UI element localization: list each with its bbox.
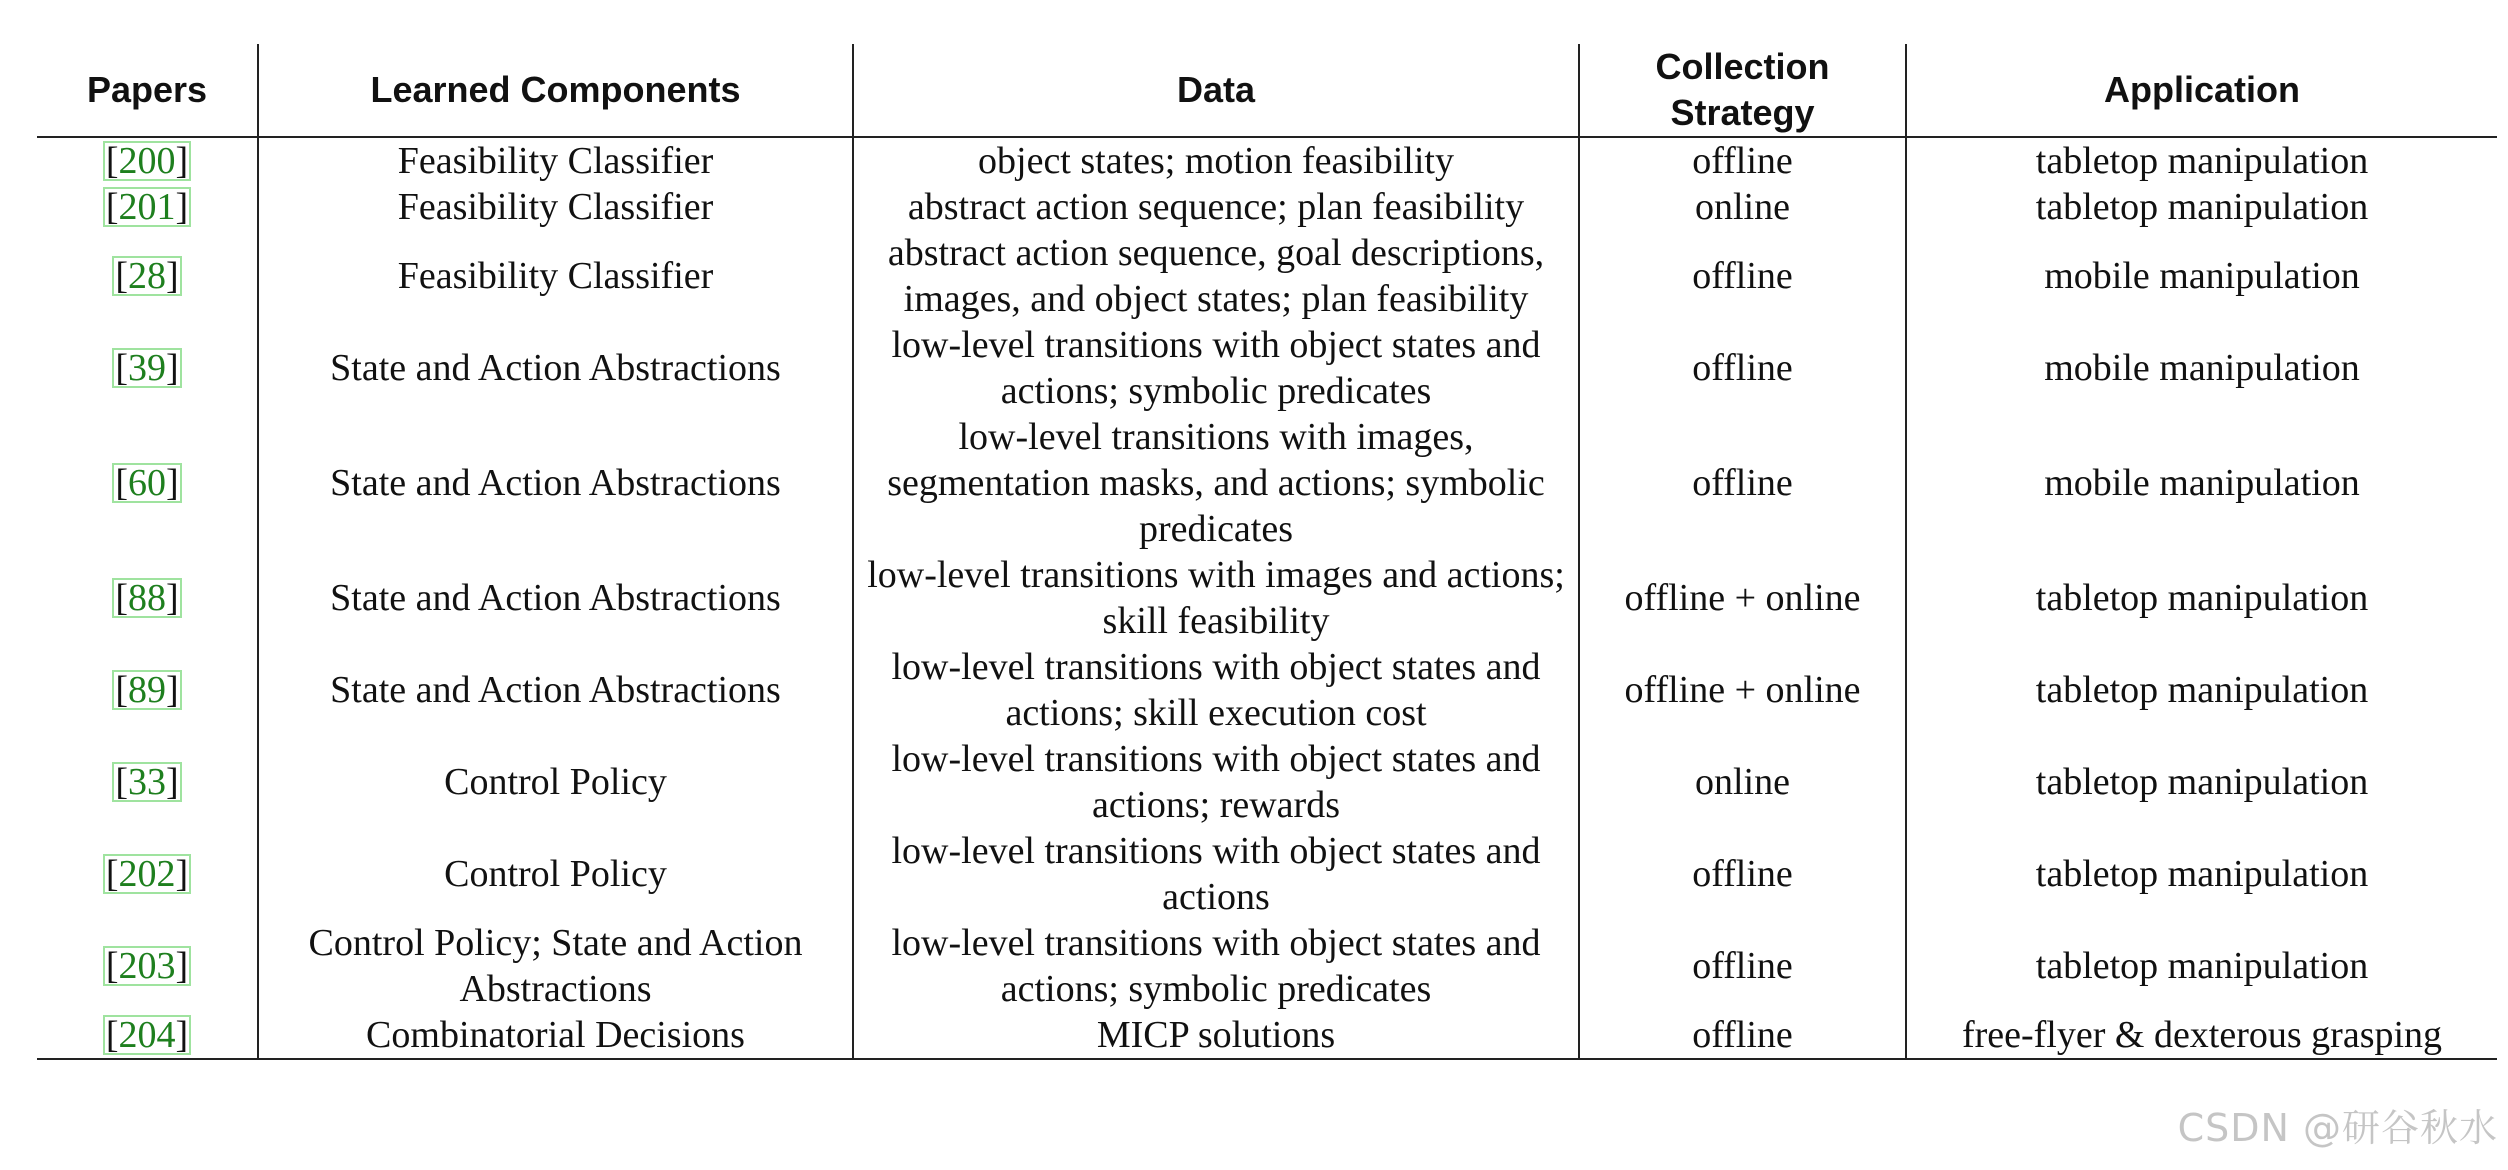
cell-learned-component: Combinatorial Decisions — [258, 1012, 853, 1059]
cell-application: tabletop manipulation — [1906, 828, 2497, 920]
cell-application: tabletop manipulation — [1906, 552, 2497, 644]
table-row — [37, 828, 2497, 920]
citation-link[interactable]: [200] — [105, 140, 189, 182]
table-row — [37, 137, 2497, 184]
citation-link[interactable]: [28] — [115, 255, 179, 297]
cell-learned-component: State and Action Abstractions — [258, 552, 853, 644]
cell-paper-ref — [37, 736, 258, 828]
table-row — [37, 644, 2497, 736]
header-papers: Papers — [37, 44, 258, 137]
cell-application: tabletop manipulation — [1906, 644, 2497, 736]
citation-link[interactable]: [89] — [115, 669, 179, 711]
cell-data: low-level transitions with images and actions; skill feasibility — [853, 552, 1579, 644]
cell-collection-strategy: offline — [1579, 137, 1906, 184]
cell-paper-ref — [37, 828, 258, 920]
cell-data: abstract action sequence, goal descriptions, images, and object states; plan feasibility — [853, 230, 1579, 322]
cell-application: mobile manipulation — [1906, 322, 2497, 414]
cell-learned-component: State and Action Abstractions — [258, 644, 853, 736]
cell-paper-ref — [37, 644, 258, 736]
cell-data: low-level transitions with object states and actions; symbolic predicates — [853, 322, 1579, 414]
cell-application: tabletop manipulation — [1906, 184, 2497, 230]
cell-paper-ref — [37, 414, 258, 552]
citation-link[interactable]: [203] — [105, 945, 189, 987]
cell-data: abstract action sequence; plan feasibility — [853, 184, 1579, 230]
cell-paper-ref — [37, 552, 258, 644]
table-row — [37, 552, 2497, 644]
watermark: CSDN @研谷秋水 — [2177, 1106, 2498, 1150]
comparison-table — [37, 44, 2497, 1060]
cell-data: low-level transitions with object states and actions; skill execution cost — [853, 644, 1579, 736]
cell-collection-strategy: online — [1579, 736, 1906, 828]
citation-link[interactable]: [33] — [115, 761, 179, 803]
cell-collection-strategy: offline + online — [1579, 644, 1906, 736]
cell-collection-strategy: offline + online — [1579, 552, 1906, 644]
cell-application: tabletop manipulation — [1906, 137, 2497, 184]
citation-link[interactable]: [39] — [115, 347, 179, 389]
table-row — [37, 322, 2497, 414]
cell-application: tabletop manipulation — [1906, 736, 2497, 828]
table-body — [37, 137, 2497, 1059]
cell-learned-component: Feasibility Classifier — [258, 137, 853, 184]
cell-data: MICP solutions — [853, 1012, 1579, 1059]
cell-paper-ref — [37, 230, 258, 322]
cell-data: object states; motion feasibility — [853, 137, 1579, 184]
table-header — [37, 44, 2497, 137]
cell-collection-strategy: offline — [1579, 322, 1906, 414]
cell-learned-component: Feasibility Classifier — [258, 184, 853, 230]
cell-paper-ref — [37, 322, 258, 414]
cell-application: tabletop manipulation — [1906, 920, 2497, 1012]
table-row — [37, 184, 2497, 230]
cell-application: free-flyer & dexterous grasping — [1906, 1012, 2497, 1059]
table-row — [37, 1012, 2497, 1059]
header-collection-strategy: Collection Strategy — [1579, 44, 1906, 137]
header-data: Data — [853, 44, 1579, 137]
cell-collection-strategy: offline — [1579, 1012, 1906, 1059]
citation-link[interactable]: [204] — [105, 1014, 189, 1056]
cell-data: low-level transitions with object states and actions — [853, 828, 1579, 920]
citation-link[interactable]: [60] — [115, 462, 179, 504]
cell-application: mobile manipulation — [1906, 230, 2497, 322]
cell-data: low-level transitions with object states and actions; symbolic predicates — [853, 920, 1579, 1012]
table-row — [37, 736, 2497, 828]
citation-link[interactable]: [202] — [105, 853, 189, 895]
cell-paper-ref — [37, 184, 258, 230]
cell-collection-strategy: offline — [1579, 230, 1906, 322]
header-learned-components: Learned Components — [258, 44, 853, 137]
cell-data: low-level transitions with object states and actions; rewards — [853, 736, 1579, 828]
citation-link[interactable]: [88] — [115, 577, 179, 619]
cell-collection-strategy: offline — [1579, 920, 1906, 1012]
cell-collection-strategy: offline — [1579, 414, 1906, 552]
table-row — [37, 920, 2497, 1012]
cell-learned-component: Control Policy; State and Action Abstractions — [258, 920, 853, 1012]
cell-learned-component: Feasibility Classifier — [258, 230, 853, 322]
header-application: Application — [1906, 44, 2497, 137]
cell-application: mobile manipulation — [1906, 414, 2497, 552]
cell-collection-strategy: online — [1579, 184, 1906, 230]
cell-paper-ref — [37, 1012, 258, 1059]
table-row — [37, 414, 2497, 552]
cell-collection-strategy: offline — [1579, 828, 1906, 920]
cell-learned-component: Control Policy — [258, 736, 853, 828]
header-row — [37, 44, 2497, 137]
table-row — [37, 230, 2497, 322]
cell-paper-ref — [37, 920, 258, 1012]
cell-learned-component: Control Policy — [258, 828, 853, 920]
cell-paper-ref — [37, 137, 258, 184]
cell-learned-component: State and Action Abstractions — [258, 414, 853, 552]
cell-data: low-level transitions with images, segmentation masks, and actions; symbolic predicates — [853, 414, 1579, 552]
citation-link[interactable]: [201] — [105, 186, 189, 228]
cell-learned-component: State and Action Abstractions — [258, 322, 853, 414]
